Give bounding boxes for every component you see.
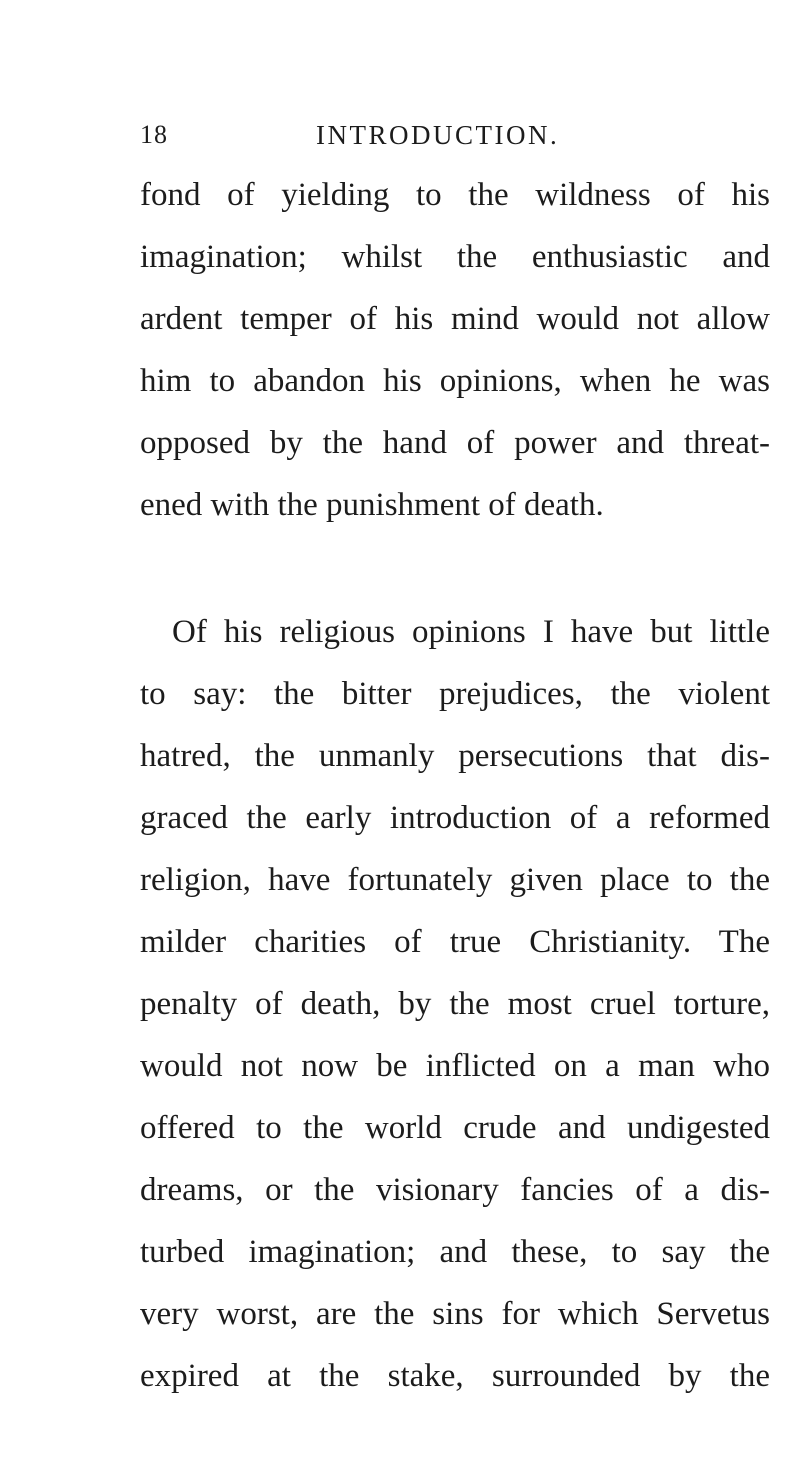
text-line: milder charities of true Christianity. The [140, 924, 770, 960]
paragraph-2 [140, 601, 770, 1407]
text-line: imagination; whilst the enthusiastic and [140, 239, 770, 275]
text-line: ened with the punishment of death. [140, 487, 604, 523]
text-line: opposed by the hand of power and threat- [140, 425, 770, 461]
body-text [140, 164, 770, 1407]
text-line: would not now be inflicted on a man who [140, 1048, 770, 1084]
running-title: INTRODUCTION. [316, 120, 560, 150]
text-line: very worst, are the sins for which Servetus [140, 1296, 770, 1332]
text-line: Of his religious opinions I have but little [172, 614, 770, 650]
paragraph-1 [140, 164, 770, 536]
text-line: penalty of death, by the most cruel torture, [140, 986, 770, 1022]
text-line: religion, have fortunately given place to the [140, 862, 770, 898]
text-line: fond of yielding to the wildness of his [140, 177, 770, 213]
running-head [140, 120, 770, 160]
text-line: him to abandon his opinions, when he was [140, 363, 770, 399]
paragraph-gap [140, 536, 770, 601]
text-line: expired at the stake, surrounded by the [140, 1358, 770, 1394]
text-line: offered to the world crude and undigested [140, 1110, 770, 1146]
text-line: to say: the bitter prejudices, the violent [140, 676, 770, 712]
text-line: ardent temper of his mind would not allow [140, 301, 770, 337]
text-line: graced the early introduction of a reformed [140, 800, 770, 836]
text-line: turbed imagination; and these, to say the [140, 1234, 770, 1270]
text-line: dreams, or the visionary fancies of a dis- [140, 1172, 770, 1208]
text-line: hatred, the unmanly persecutions that dis- [140, 738, 770, 774]
page-number: 18 [140, 120, 168, 149]
